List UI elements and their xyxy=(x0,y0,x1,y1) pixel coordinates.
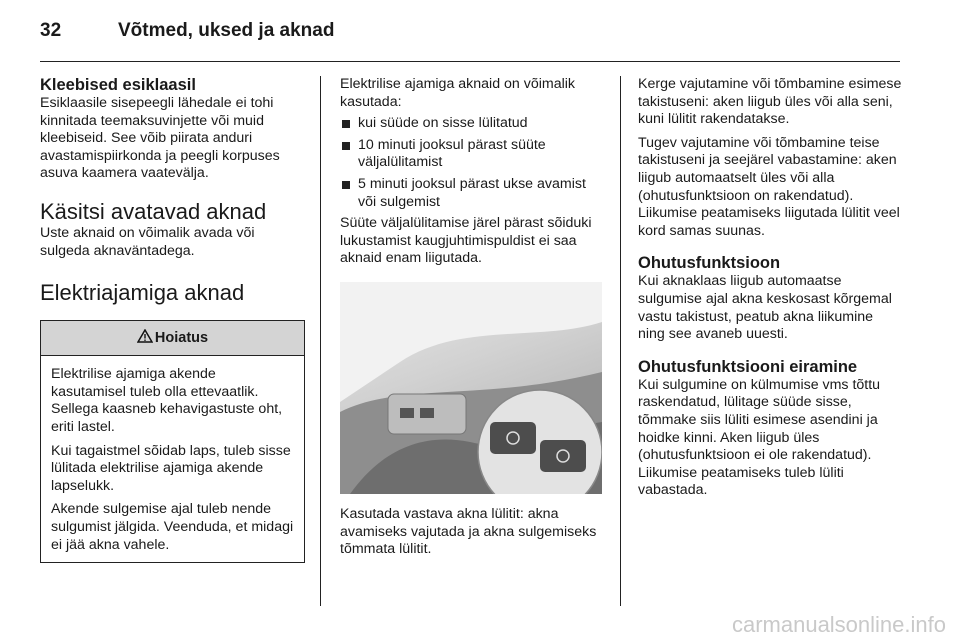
column-right xyxy=(638,76,903,500)
warning-header xyxy=(41,321,304,356)
page-title: Võtmed, uksed ja aknad xyxy=(118,20,335,41)
warning-box xyxy=(40,320,305,563)
light-press-text: Kerge vajutamine või tõmbamine esimese takistuseni: aken liigub üles või alla seni, kuni lülitit rakendatakse. xyxy=(638,76,902,128)
window-switch-illustration xyxy=(340,282,602,494)
column-divider-1 xyxy=(320,76,321,606)
manual-windows-heading: Käsitsi avatavad aknad xyxy=(40,198,267,224)
list-item: kui süüde on sisse lülitatud xyxy=(340,115,605,133)
sticker-heading: Kleebised esiklaasil xyxy=(40,76,196,94)
usage-intro: Elektrilise ajamiga aknaid on võimalik kasutada: xyxy=(340,76,575,110)
column-divider-2 xyxy=(620,76,621,606)
safety-override-text: Kui sulgumine on külmumise vms tõttu raskendatud, lülitage süüde sisse, tõmmake siis lüliti esimese asendini ja hoidke kinni. Aken liigub üles (ohutusfunktsioon ei ole rakendatud). Liikumise peatamiseks tuleb lüliti vabastada. xyxy=(638,376,881,499)
page-number: 32 xyxy=(40,20,62,41)
photo-caption: Kasutada vastava akna lülitit: akna avamiseks vajutada ja akna sulgemiseks tõmmata lülitit. xyxy=(340,505,597,558)
warning-paragraph: Kui tagaistmel sõidab laps, tuleb sisse lülitada elektrilise ajamiga akende lapselukk. xyxy=(51,442,291,494)
header-rule xyxy=(40,61,900,62)
list-item: 5 minuti jooksul pärast ukse avamist või sulgemist xyxy=(340,176,605,211)
manual-windows-text: Uste aknaid on võimalik avada või sulgeda aknaväntadega. xyxy=(40,224,255,259)
safety-override-heading: Ohutusfunktsiooni eiramine xyxy=(638,357,858,376)
window-switch-photo xyxy=(340,282,602,494)
column-middle xyxy=(340,76,605,559)
warning-title: Hoiatus xyxy=(154,330,209,347)
watermark: carmanualsonline.info xyxy=(731,612,946,637)
sticker-text: Esiklaasile sisepeegli lähedale ei tohi kinnitada teemaksuvinjette või muid kleebiseid. See võib piirata anduri avastamispiirkonda ja peegli korpuses asuva kaamera vaatevälja. xyxy=(40,95,280,182)
safety-function-heading: Ohutusfunktsioon xyxy=(638,254,781,273)
after-ignition-text: Süüte väljalülitamise järel pärast sõiduki lukustamist kaugjuhtimispuldist ei saa aknaid enam liigutada. xyxy=(340,215,592,267)
warning-icon xyxy=(137,329,153,343)
warning-paragraph: Akende sulgemise ajal tuleb nende sulgumist jälgida. Veenduda, et midagi ei jää akna vahele. xyxy=(51,501,294,553)
safety-function-text: Kui aknaklaas liigub automaatse sulgumise ajal akna keskosast kõrgemal vastu takistust, peatub akna liikumine ning see avaneb uuesti. xyxy=(638,273,892,343)
list-item: 10 minuti jooksul pärast süüte väljalülitamist xyxy=(340,137,605,172)
usage-conditions-list xyxy=(340,115,605,211)
warning-paragraph: Elektrilise ajamiga akende kasutamisel tuleb olla ettevaatlik. Sellega kaasneb kehavigastuste oht, eriti lastel. xyxy=(51,366,283,435)
strong-press-text: Tugev vajutamine või tõmbamine teise takistuseni ja seejärel vabastamine: aken liigub automaatselt üles või alla (ohutusfunktsioon on rakendatud). Liikumise peatamiseks liigutada lülitit veel kord samas suunas. xyxy=(638,134,900,239)
column-left xyxy=(40,76,305,563)
electric-windows-heading: Elektriajamiga aknad xyxy=(40,280,245,306)
